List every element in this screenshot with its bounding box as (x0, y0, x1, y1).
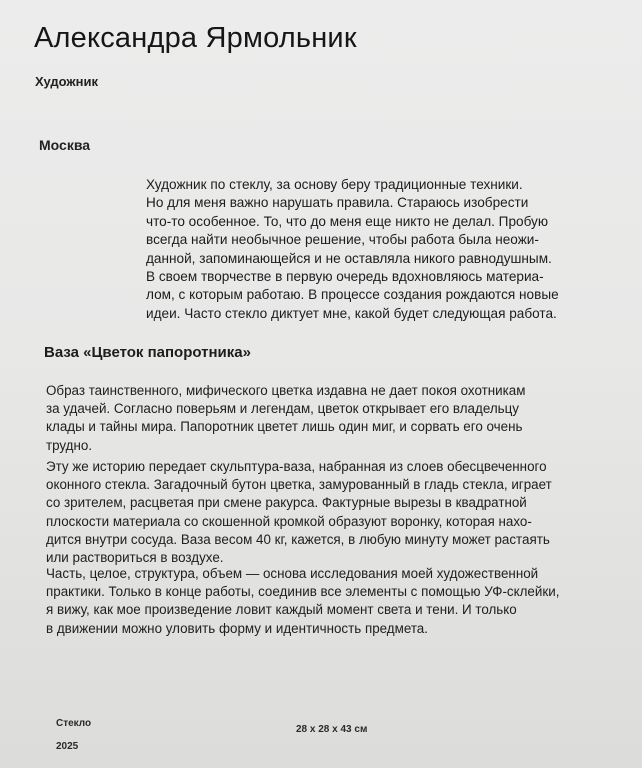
text-line: в движении можно уловить форму и идентичность предмета. (46, 620, 428, 636)
text-line: оконного стекла. Загадочный бутон цветка, замурованный в гладь стекла, играет (46, 477, 552, 493)
artist-bio (146, 176, 626, 323)
text-line: практики. Только в конце работы, соединив все элементы с помощью УФ-склейки, (46, 584, 560, 600)
text-line: Эту же историю передает скульптура-ваза, набранная из слоев обесцвеченного (46, 459, 547, 474)
text-line: трудно. (46, 437, 93, 453)
bio-line: Но для меня важно нарушать правила. Стараюсь изобрести (146, 195, 529, 211)
artist-role: Художник (35, 74, 98, 89)
text-line: Часть, целое, структура, объем — основа исследования моей художественной (46, 566, 539, 581)
text-line: Образ таинственного, мифического цветка издавна не дает покоя охотникам (46, 383, 526, 398)
work-material: Стекло (56, 718, 92, 729)
text-line: за удачей. Согласно поверьям и легендам, цветок открывает его владельцу (46, 401, 519, 417)
text-line: дится внутри сосуда. Ваза весом 40 кг, кажется, в любую минуту может растаять (46, 531, 550, 547)
bio-line: В своем творчестве в первую очередь вдохновляюсь материа- (146, 269, 544, 285)
text-line: я вижу, как мое произведение ловит каждый момент света и тени. И только (46, 602, 517, 618)
bio-line: данной, запоминающейся и не оставляла никого равнодушным. (146, 250, 552, 266)
text-line: плоскости материала со скошенной кромкой образуют воронку, которая нахо- (46, 513, 532, 529)
bio-line: всегда найти необычное решение, чтобы работа была неожи- (146, 232, 539, 248)
bio-line: Художник по стеклу, за основу беру традиционные техники. (146, 177, 523, 192)
work-title: Ваза «Цветок папоротника» (44, 344, 251, 361)
text-line: клады и тайны мира. Папоротник цветет лишь один миг, и сорвать его очень (46, 419, 523, 435)
work-year: 2025 (56, 741, 79, 752)
artist-name: Александра Ярмольник (34, 22, 357, 54)
work-dimensions: 28 х 28 х 43 см (296, 724, 368, 735)
artist-city: Москва (39, 137, 91, 153)
bio-line: идеи. Часто стекло диктует мне, какой будет следующая работа. (146, 305, 557, 321)
work-description-paragraph-3 (46, 565, 626, 638)
bio-line: лом, с которым работаю. В процессе создания рождаются новые (146, 287, 559, 303)
text-line: со зрителем, расцветая при смене ракурса. Фактурные вырезы в квадратной (46, 495, 527, 511)
work-description-paragraph-1 (46, 382, 626, 455)
bio-line: что-то особенное. То, что до меня еще никто не делал. Пробую (146, 213, 549, 229)
text-line: или раствориться в воздухе. (46, 550, 224, 566)
work-description-paragraph-2 (46, 458, 626, 567)
